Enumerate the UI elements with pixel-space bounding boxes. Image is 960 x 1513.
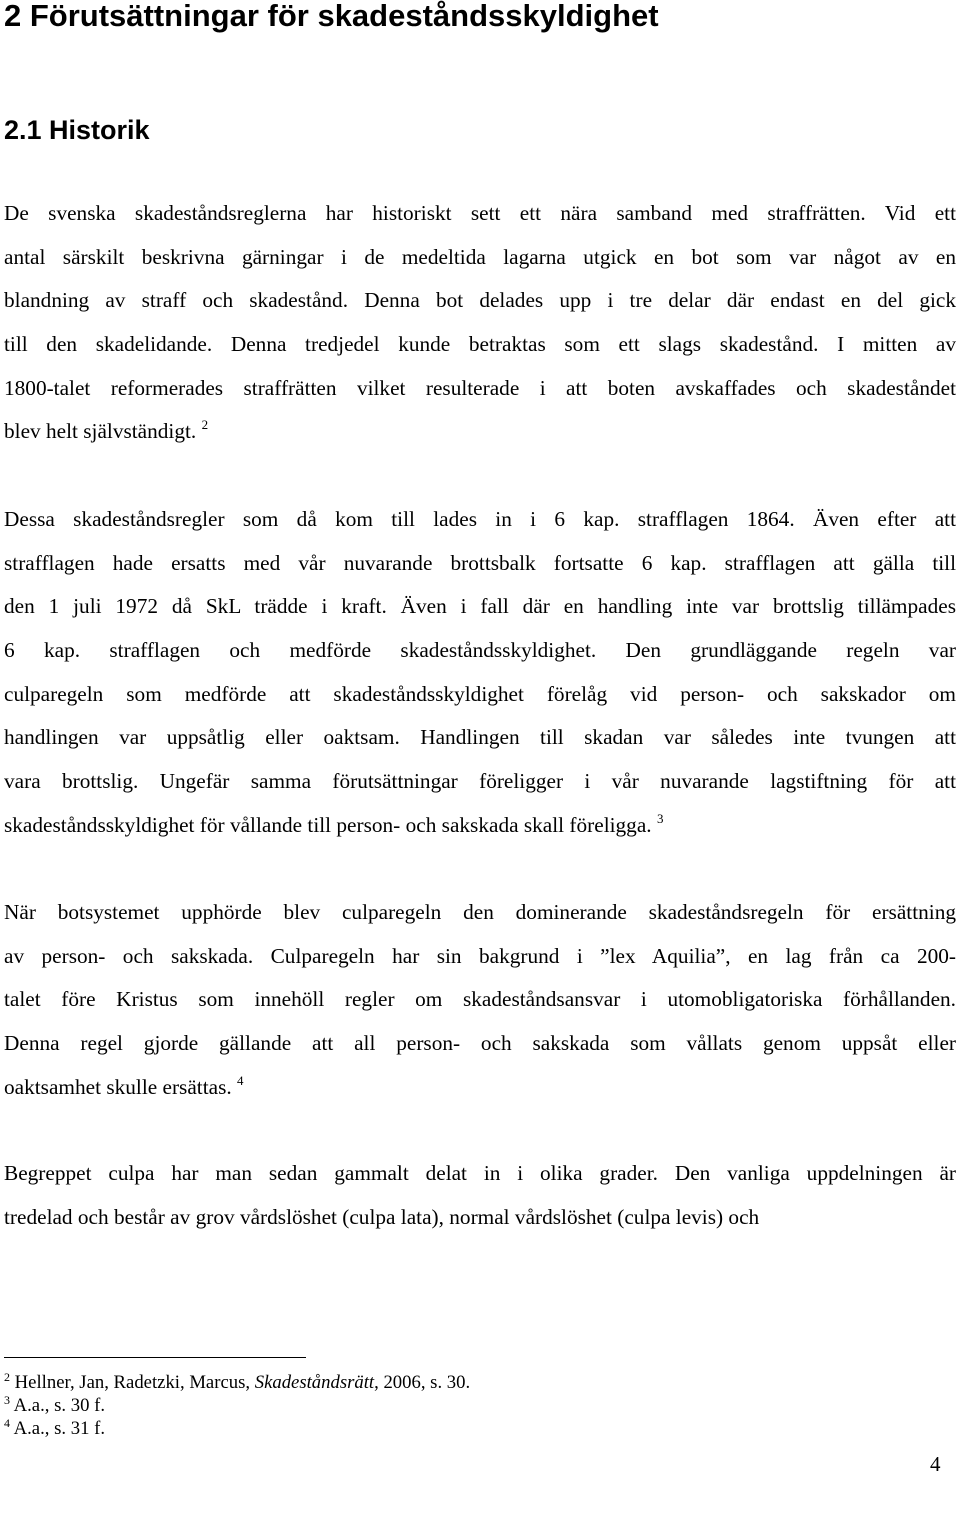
text-line-content: skadeståndsskyldighet för vållande till person- och sakskada skall föreligga. bbox=[4, 812, 652, 837]
section-heading: 2.1 Historik bbox=[4, 115, 150, 145]
text-line bbox=[4, 410, 956, 454]
text-line bbox=[4, 629, 956, 673]
text-line-content: 6 kap. strafflagen och medförde skadeståndsskyldighet. Den grundläggande regeln var bbox=[4, 638, 956, 663]
text-line bbox=[4, 673, 956, 717]
footnote-book-title: Skadeståndsrätt bbox=[254, 1372, 375, 1393]
text-line-content: vara brottslig. Ungefär samma förutsättningar föreligger i vår nuvarande lagstiftning för att bbox=[4, 769, 956, 794]
footnote bbox=[4, 1371, 470, 1395]
chapter-heading: 2 Förutsättningar för skadeståndsskyldighet bbox=[4, 0, 659, 33]
text-line-content: blandning av straff och skadestånd. Denna bot delades upp i tre delar där endast en del gick bbox=[4, 288, 956, 313]
footnote-separator bbox=[4, 1357, 306, 1358]
text-line bbox=[4, 279, 956, 323]
footnote bbox=[4, 1417, 105, 1441]
footnote bbox=[4, 1394, 105, 1418]
paragraph-4 bbox=[4, 1152, 956, 1239]
text-line-content: strafflagen hade ersatts med vår nuvarande brottsbalk fortsatte 6 kap. strafflagen att gälla till bbox=[4, 550, 956, 575]
footnote-number: 2 bbox=[4, 1370, 10, 1384]
text-line-content: culparegeln som medförde att skadeståndsskyldighet förelåg vid person- och sakskador om bbox=[4, 681, 956, 706]
footnote-number: 3 bbox=[4, 1393, 10, 1407]
text-line bbox=[4, 498, 956, 542]
footnote-text: A.a., s. 31 f. bbox=[13, 1418, 105, 1439]
text-line bbox=[4, 1066, 956, 1110]
text-line-content: antal särskilt beskrivna gärningar i de medeltida lagarna utgick en bot som var något av en bbox=[4, 244, 956, 269]
text-line-content: 1800-talet reformerades straffrätten vilket resulterade i att boten avskaffades och skadeståndet bbox=[4, 375, 956, 400]
text-line-content: blev helt självständigt. bbox=[4, 419, 197, 444]
text-line-content: Begreppet culpa har man sedan gammalt delat in i olika grader. Den vanliga uppdelningen är bbox=[4, 1161, 956, 1185]
text-line bbox=[4, 236, 956, 280]
footnote-text: A.a., s. 30 f. bbox=[13, 1395, 105, 1416]
text-line bbox=[4, 1022, 956, 1066]
text-line bbox=[4, 978, 956, 1022]
footnote-reference: 3 bbox=[656, 810, 664, 826]
text-line-content: När botsystemet upphörde blev culparegeln den dominerande skadeståndsregeln för ersättning bbox=[4, 900, 956, 924]
text-line-content: oaktsamhet skulle ersättas. bbox=[4, 1074, 232, 1099]
paragraph-2 bbox=[4, 498, 956, 848]
text-line bbox=[4, 1196, 956, 1240]
text-line-content: av person- och sakskada. Culparegeln har sin bakgrund i ”lex Aquilia”, en lag från ca 200- bbox=[4, 943, 956, 968]
footnote-text-end: , 2006, s. 30. bbox=[374, 1372, 471, 1393]
paragraph-3 bbox=[4, 891, 956, 1109]
text-line bbox=[4, 323, 956, 367]
footnote-number: 4 bbox=[4, 1416, 10, 1430]
text-line bbox=[4, 542, 956, 586]
text-line-content: De svenska skadeståndsreglerna har historiskt sett ett nära samband med straffrätten. Vid ett bbox=[4, 201, 956, 225]
footnote-text: Hellner, Jan, Radetzki, Marcus, bbox=[14, 1372, 255, 1393]
text-line-content: till den skadelidande. Denna tredjedel kunde betraktas som ett slags skadestånd. I mitten av bbox=[4, 332, 956, 357]
text-line-content: Dessa skadeståndsregler som då kom till lades in i 6 kap. strafflagen 1864. Även efter att bbox=[4, 507, 956, 531]
text-line bbox=[4, 760, 956, 804]
page-number: 4 bbox=[930, 1452, 941, 1476]
text-line bbox=[4, 716, 956, 760]
text-line bbox=[4, 367, 956, 411]
text-line bbox=[4, 935, 956, 979]
footnote-reference: 2 bbox=[201, 417, 209, 433]
text-line-content: den 1 juli 1972 då SkL trädde i kraft. Även i fall där en handling inte var brottslig tillämpades bbox=[4, 594, 956, 619]
text-line bbox=[4, 891, 956, 935]
text-line-content: Denna regel gjorde gällande att all person- och sakskada som vållats genom uppsåt eller bbox=[4, 1031, 956, 1056]
text-line bbox=[4, 804, 956, 848]
text-line-content: handlingen var uppsåtlig eller oaktsam. Handlingen till skadan var således inte tvungen att bbox=[4, 725, 956, 750]
text-line bbox=[4, 1152, 956, 1196]
footnote-reference: 4 bbox=[237, 1072, 244, 1088]
text-line-content: tredelad och består av grov vårdslöshet (culpa lata), normal vårdslöshet (culpa levis) och bbox=[4, 1204, 760, 1229]
text-line bbox=[4, 585, 956, 629]
paragraph-1 bbox=[4, 192, 956, 454]
text-line bbox=[4, 192, 956, 236]
text-line-content: talet före Kristus som innehöll regler om skadeståndsansvar i utomobligatoriska förhållanden. bbox=[4, 987, 956, 1012]
